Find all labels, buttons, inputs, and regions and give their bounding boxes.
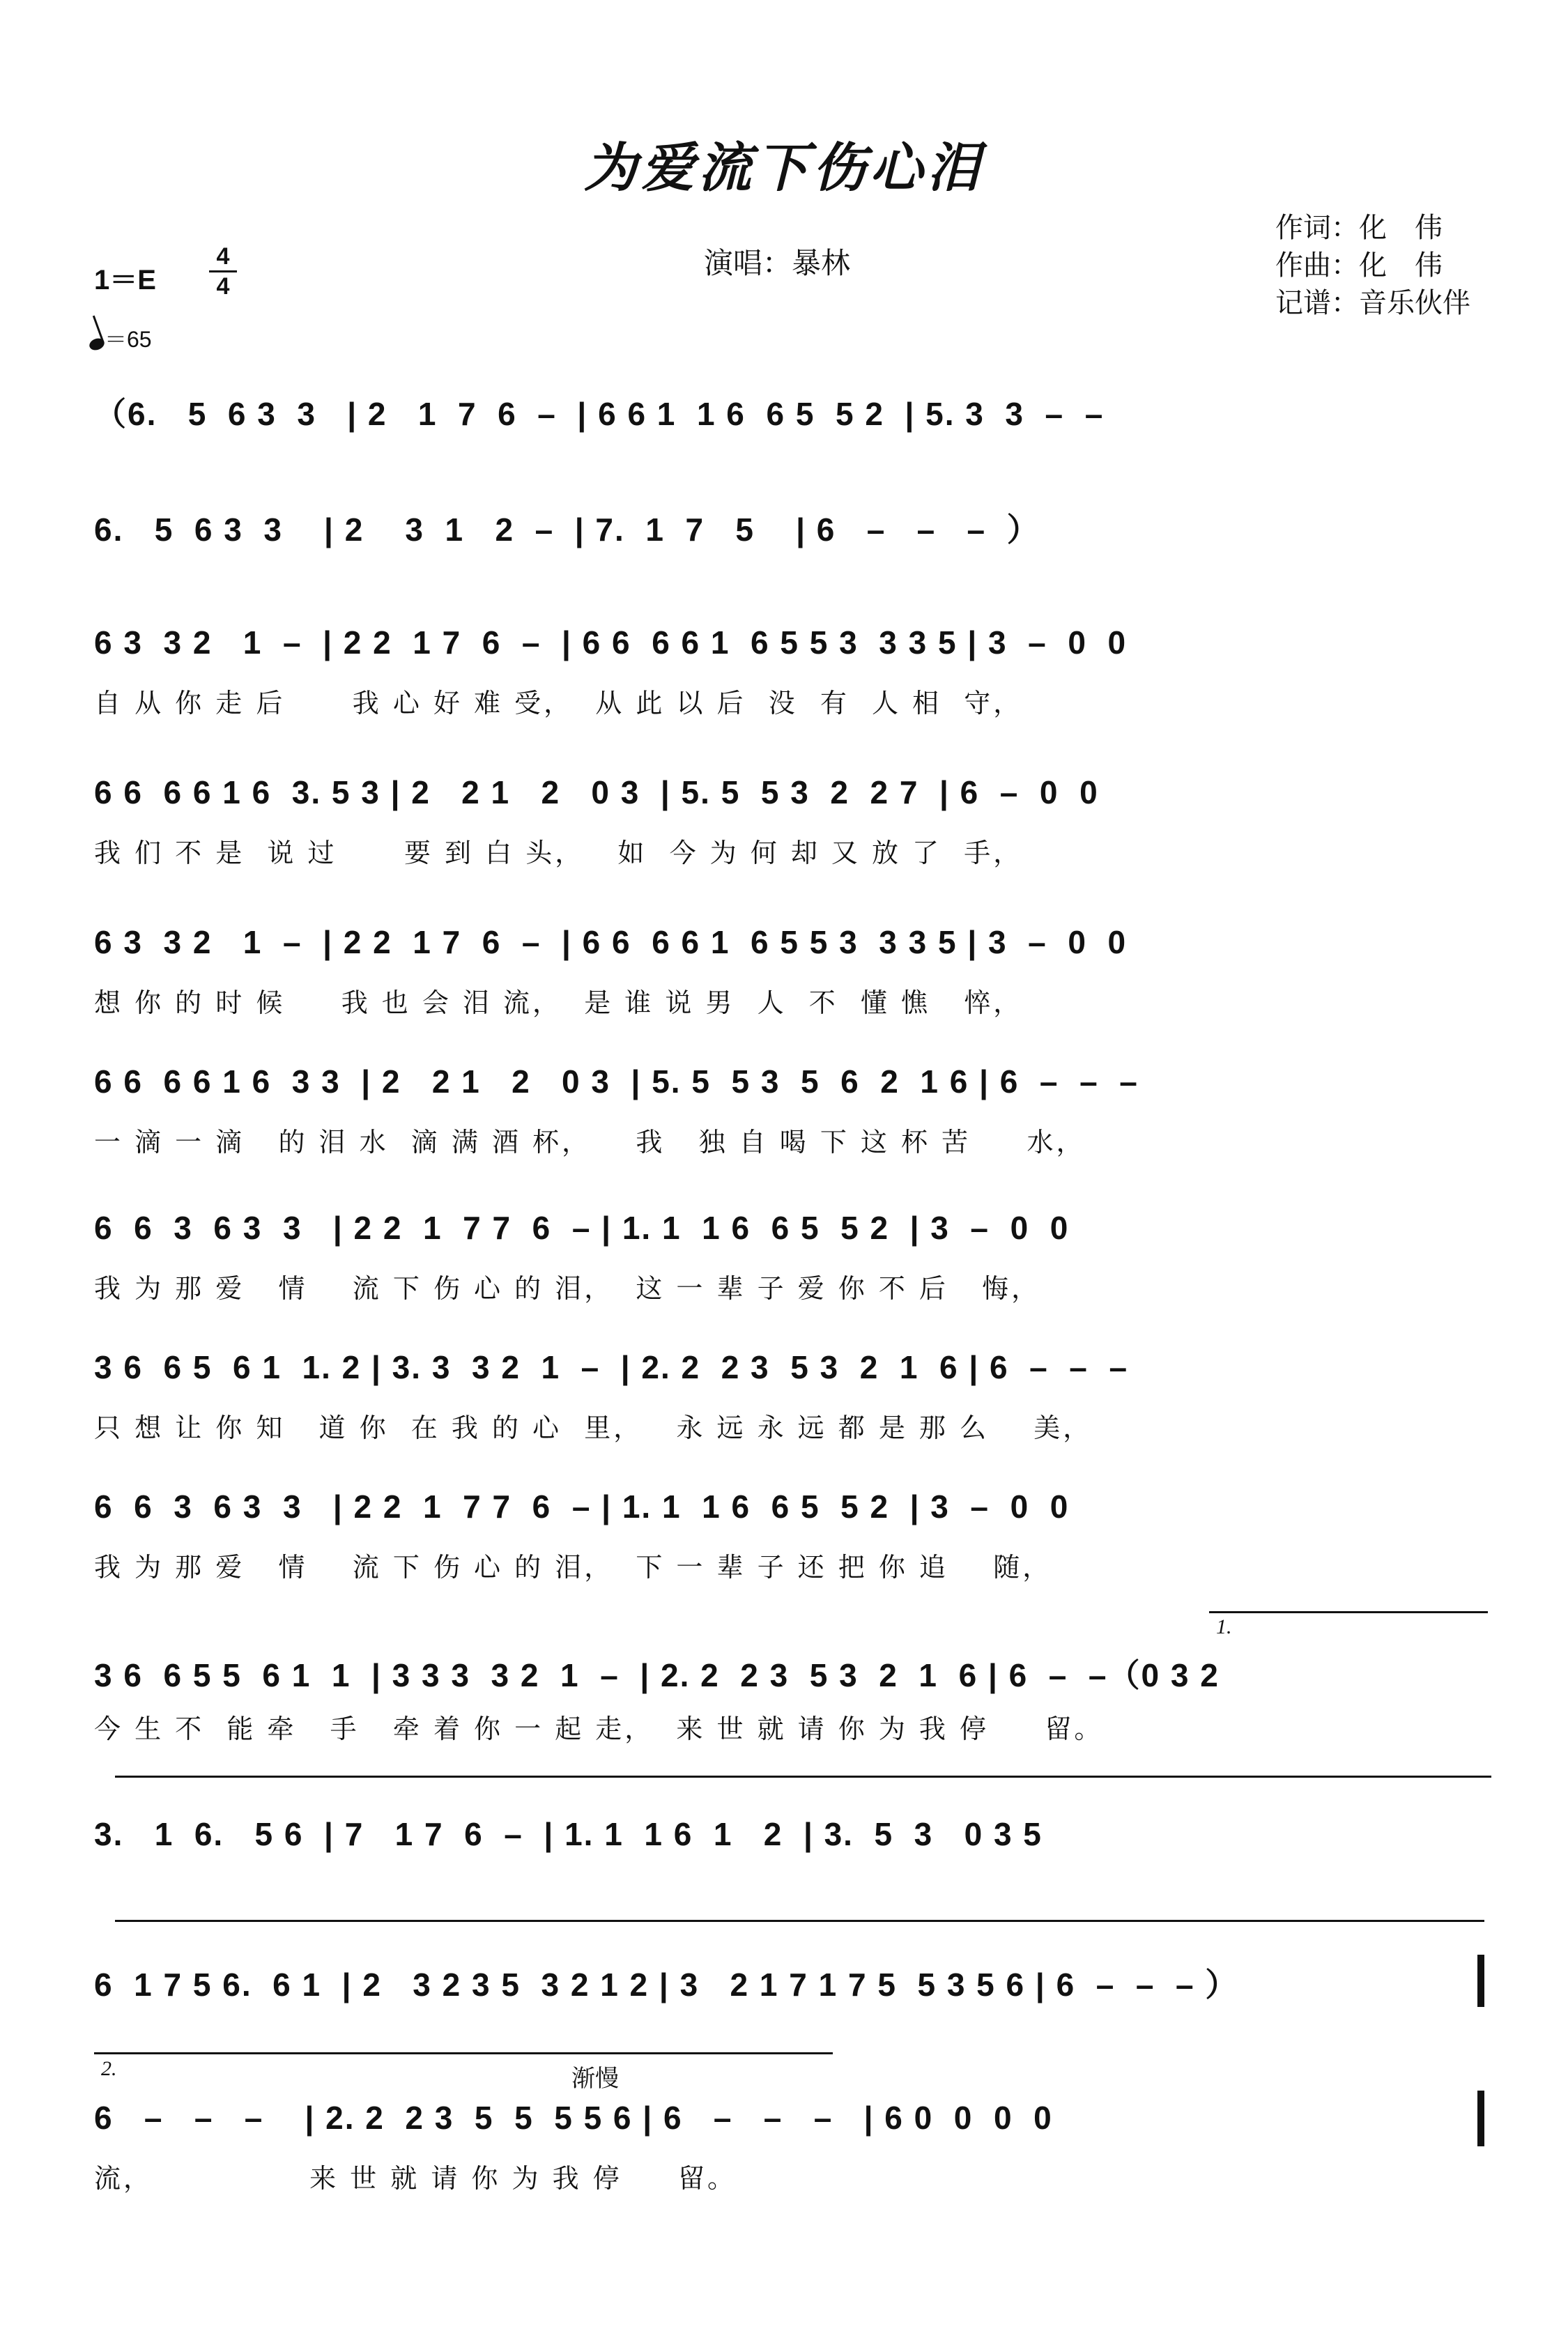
lyricist-credit: 作词：化 伟 [1275, 212, 1443, 244]
repeat-end-barline [1477, 1955, 1484, 2007]
second-ending-marker: 2. [101, 2057, 117, 2080]
notation-row-3: 6 3 3 2 1 – | 2 2 1 7 6 – | 6 6 6 6 1 6 5 5 3 3 3 5 | 3 – 0 0 [94, 624, 1128, 661]
final-barline [1477, 2091, 1484, 2146]
ritardando-marking: 渐慢 [571, 2065, 619, 2093]
lyric-row-5: 想 你 的 时 候 我 也 会 泪 流， 是 谁 说 男 人 不 懂 憔 悴， [94, 987, 1023, 1018]
time-signature-bottom: 4 [216, 273, 230, 300]
lyric-row-7: 我 为 那 爱 情 流 下 伤 心 的 泪， 这 一 辈 子 爱 你 不 后 悔， [94, 1273, 1041, 1304]
song-title: 为爱流下伤心泪 [584, 137, 984, 199]
tempo-marking [89, 322, 152, 354]
time-signature [209, 243, 237, 300]
slur-line-2 [115, 1920, 1484, 1922]
notation-row-5: 6 3 3 2 1 – | 2 2 1 7 6 – | 6 6 6 6 1 6 5 5 3 3 3 5 | 3 – 0 0 [94, 924, 1128, 960]
notation-row-10: 3 6 6 5 5 6 1 1 | 3 3 3 3 2 1 – | 2. 2 2 3 5 3 2 1 6 | 6 – –（0 3 2 [94, 1657, 1220, 1693]
transcriber-credit: 记谱：音乐伙伴 [1275, 287, 1470, 319]
first-ending-marker: 1. [1216, 1615, 1232, 1638]
lyric-row-8: 只 想 让 你 知 道 你 在 我 的 心 里， 永 远 永 远 都 是 那 么 美， [94, 1413, 1093, 1443]
notation-row-1: （6. 5 6 3 3 | 2 1 7 6 – | 6 6 1 1 6 6 5 5 2 | 5. 3 3 – – [94, 396, 1105, 432]
time-signature-top: 4 [209, 243, 237, 272]
notation-row-6: 6 6 6 6 1 6 3 3 | 2 2 1 2 0 3 | 5. 5 5 3 5 6 2 1 6 | 6 – – – [94, 1063, 1139, 1100]
notation-row-13: 6 – – – | 2. 2 2 3 5 5 5 5 6 | 6 – – – | 6 0 0 0 0 [94, 2100, 1053, 2136]
lyric-row-13: 流， 来 世 就 请 你 为 我 停 留。 [94, 2163, 737, 2194]
lyric-row-3: 自 从 你 走 后 我 心 好 难 受， 从 此 以 后 没 有 人 相 守， [94, 688, 1023, 718]
first-ending-bracket [1209, 1611, 1488, 1613]
quarter-note-icon [88, 337, 106, 353]
notation-row-8: 3 6 6 5 6 1 1. 2 | 3. 3 3 2 1 – | 2. 2 2 3 5 3 2 1 6 | 6 – – – [94, 1349, 1129, 1385]
lyric-row-6: 一 滴 一 滴 的 泪 水 滴 满 酒 杯， 我 独 自 喝 下 这 杯 苦 水， [94, 1127, 1086, 1157]
second-ending-bracket [94, 2052, 833, 2054]
tempo-value: ＝65 [105, 327, 152, 352]
lyric-row-10: 今 生 不 能 牵 手 牵 着 你 一 起 走， 来 世 就 请 你 为 我 停 留。 [94, 1714, 1104, 1744]
lyric-row-9: 我 为 那 爱 情 流 下 伤 心 的 泪， 下 一 辈 子 还 把 你 追 随， [94, 1552, 1052, 1583]
notation-row-12: 6 1 7 5 6. 6 1 | 2 3 2 3 5 3 2 1 2 | 3 2 1 7 1 7 5 5 3 5 6 | 6 – – – ） [94, 1967, 1239, 2003]
key-signature: 1＝E [94, 265, 156, 295]
notation-row-7: 6 6 3 6 3 3 | 2 2 1 7 7 6 – | 1. 1 1 6 6 5 5 2 | 3 – 0 0 [94, 1210, 1070, 1246]
notation-row-9: 6 6 3 6 3 3 | 2 2 1 7 7 6 – | 1. 1 1 6 6 5 5 2 | 3 – 0 0 [94, 1488, 1070, 1525]
notation-row-4: 6 6 6 6 1 6 3. 5 3 | 2 2 1 2 0 3 | 5. 5 5 3 2 2 7 | 6 – 0 0 [94, 774, 1099, 810]
notation-row-2: 6. 5 6 3 3 | 2 3 1 2 – | 7. 1 7 5 | 6 – – – ） [94, 511, 1040, 548]
lyric-row-4: 我 们 不 是 说 过 要 到 白 头， 如 今 为 何 却 又 放 了 手， [94, 838, 1023, 868]
composer-credit: 作曲：化 伟 [1275, 249, 1443, 282]
notation-row-11: 3. 1 6. 5 6 | 7 1 7 6 – | 1. 1 1 6 1 2 | 3. 5 3 0 3 5 [94, 1816, 1043, 1852]
slur-line [115, 1776, 1491, 1778]
singer-credit: 演唱：暴林 [704, 246, 851, 280]
credits-block [1275, 209, 1470, 322]
